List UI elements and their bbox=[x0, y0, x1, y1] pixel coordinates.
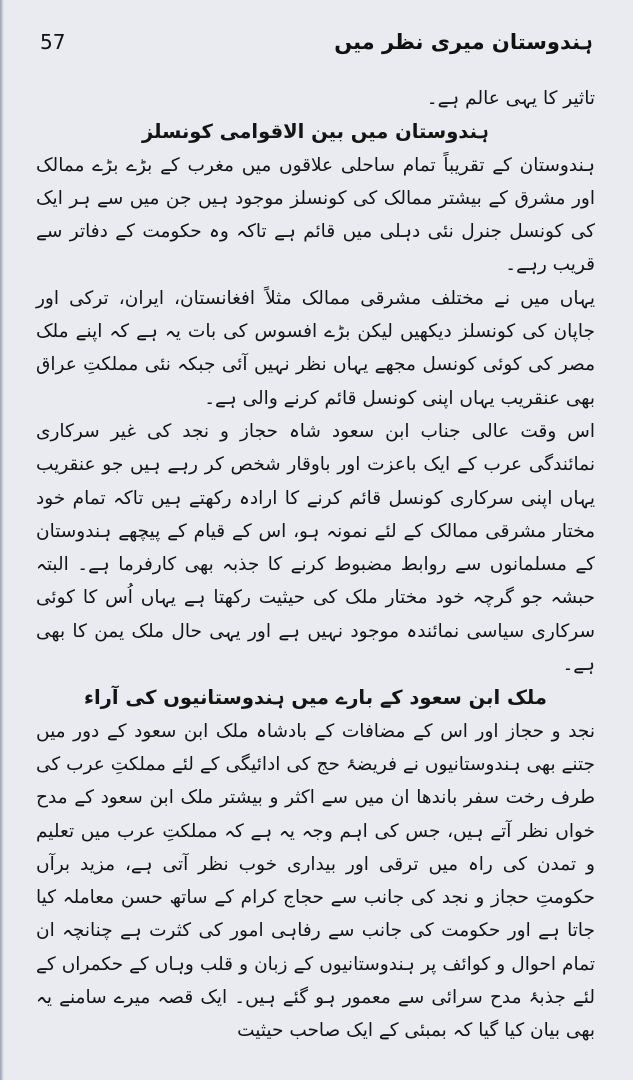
running-title: ہندوستان میری نظر میں bbox=[334, 30, 593, 54]
section-heading-opinions: ملک ابن سعود کے بارے میں ہندوستانیوں کی آراء bbox=[84, 686, 547, 710]
page-header bbox=[40, 30, 593, 66]
paragraph: ہندوستان کے تقریباً تمام ساحلی علاقوں میں مغرب کے بڑے بڑے ممالک اور مشرق کے بیشتر ممالک کی کونسلز موجود ہیں جن میں سے ہر ایک کی کونسل جنرل نئی دہلی میں قائم ہے تاکہ وہ حکومت کے دفاتر سے قریب رہے۔ bbox=[36, 154, 595, 276]
paragraph: یہاں میں نے مختلف مشرقی ممالک مثلاً افغانستان، ایران، ترکی اور جاپان کی کونسلز دیکھیں لیکن بڑے افسوس کی بات یہ ہے کہ اپنے ملک مصر کی کوئی کونسل مجھے یہاں نظر نہیں آئی جبکہ نئی مملکتِ عراق بھی عنقریب یہاں اپنی کونسل قائم کرنے والی ہے۔ bbox=[36, 287, 595, 409]
paragraph: نجد و حجاز اور اس کے مضافات کے بادشاہ ملک ابن سعود کے دور میں جتنے بھی ہندوستانیوں نے فریضۂ حج کی ادائیگی کے لئے مملکتِ عرب کی طرف رخت سفر باندھا ان میں سے اکثر و بیشتر ملک ابن سعود کے مدح خواں نظر آتے ہیں، جس کی اہم وجہ یہ ہے کہ مملکتِ عرب میں تعلیم و تمدن کی راہ میں ترقی اور بیداری خوب نظر آتی ہے، مزید برآں حکومتِ حجاز و نجد کی جانب سے حجاج کرام کے ساتھ حسن معاملہ کیا جاتا ہے اور حکومت کی جانب سے رفاہی امور کی کثرت ہے چنانچہ ان تمام احوال و کوائف پر ہندوستانیوں کے زبان و قلب وہاں کے حکمراں کے لئے جذبۂ مدح سرائی سے معمور ہو گئے ہیں۔ ایک قصہ میرے سامنے یہ بھی بیان کیا گیا کہ بمبئی کے ایک صاحب حیثیت bbox=[36, 720, 595, 1042]
page-number: 57 bbox=[40, 30, 66, 54]
section-heading-consulates: ہندوستان میں بین الاقوامی کونسلز bbox=[142, 120, 489, 144]
intro-line: تاثیر کا یہی عالم ہے۔ bbox=[426, 88, 595, 109]
page-spine-shadow bbox=[0, 0, 4, 1080]
paragraph: اس وقت عالی جناب ابن سعود شاہ حجاز و نجد کی غیر سرکاری نمائندگی عرب کے ایک باعزت اور باوقار شخص کر رہے ہیں جو عنقریب یہاں اپنی سرکاری کونسل قائم کرنے کا ارادہ رکھتے ہیں تاکہ تمام خود مختار مشرقی ممالک کے لئے نمونہ ہو، اس کے قیام کے پیچھے ہندوستان کے مسلمانوں سے روابط مضبوط کرنے کا جذبہ بھی کارفرما ہے۔ البتہ حبشہ جو گرچہ خود مختار ملک کی حیثیت رکھتا ہے یہاں اُس کا کوئی سرکاری سیاسی نمائندہ موجود نہیں ہے اور یہی حال ملک یمن کا بھی ہے۔ bbox=[36, 420, 595, 676]
page-body bbox=[36, 82, 595, 1048]
